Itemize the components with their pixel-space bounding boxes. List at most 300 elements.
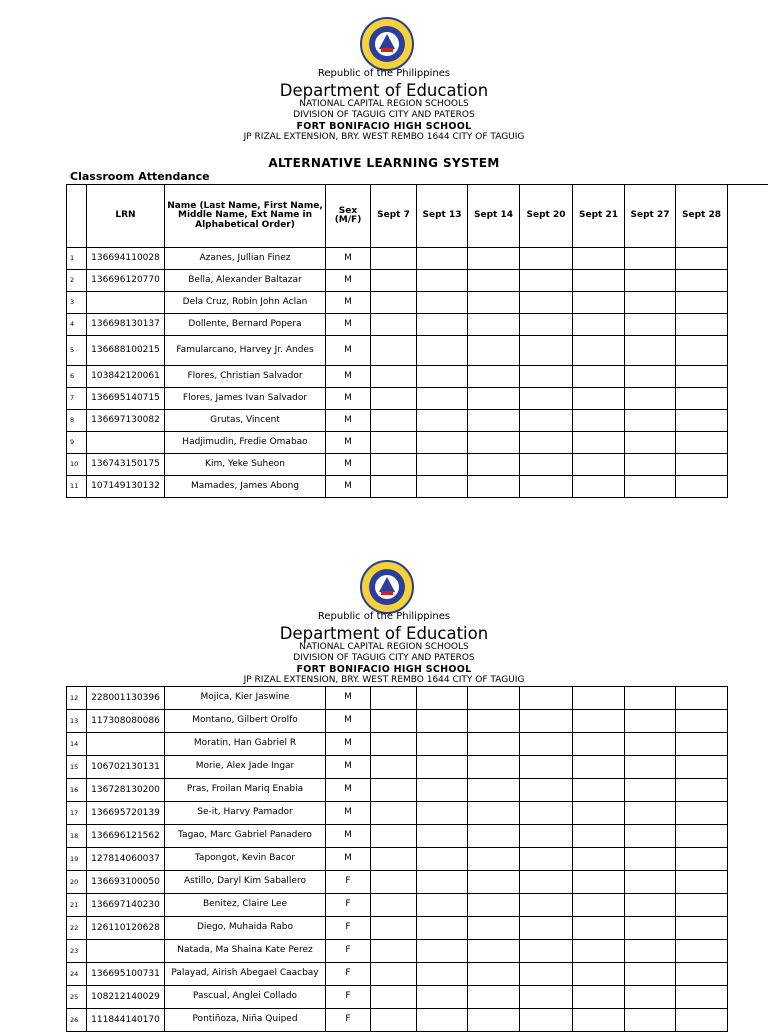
attendance-cell[interactable]: [417, 848, 468, 871]
date-header-sept-21: Sept 21: [573, 185, 625, 248]
attendance-cell[interactable]: [520, 432, 573, 454]
attendance-cell[interactable]: [625, 802, 676, 825]
attendance-cell[interactable]: [573, 986, 625, 1009]
lrn-cell: 117308080086: [87, 710, 165, 733]
attendance-cell[interactable]: [371, 963, 417, 986]
table-row: [67, 963, 728, 986]
attendance-cell[interactable]: [625, 432, 676, 454]
attendance-cell[interactable]: [468, 366, 520, 388]
table-row: [67, 366, 728, 388]
attendance-cell[interactable]: [371, 336, 417, 366]
attendance-cell[interactable]: [520, 314, 573, 336]
lrn-cell: [87, 733, 165, 756]
attendance-cell[interactable]: [676, 733, 728, 756]
attendance-cell[interactable]: [520, 248, 573, 270]
attendance-cell[interactable]: [417, 779, 468, 802]
attendance-cell[interactable]: [371, 476, 417, 498]
attendance-cell[interactable]: [676, 314, 728, 336]
attendance-cell[interactable]: [676, 894, 728, 917]
attendance-cell[interactable]: [520, 871, 573, 894]
row-number: 19: [67, 848, 87, 871]
attendance-cell[interactable]: [520, 476, 573, 498]
attendance-cell[interactable]: [417, 248, 468, 270]
republic-label: Republic of the Philippines: [317, 68, 451, 79]
attendance-cell[interactable]: [573, 388, 625, 410]
attendance-cell[interactable]: [625, 410, 676, 432]
deped-seal-icon: [359, 559, 415, 615]
student-name: Flores, Christian Salvador: [165, 366, 326, 388]
attendance-cell[interactable]: [520, 1009, 573, 1032]
attendance-caption: Classroom Attendance: [70, 170, 210, 183]
attendance-cell[interactable]: [676, 687, 728, 710]
sex-cell: F: [326, 1009, 371, 1032]
date-header-sept-7: Sept 7: [371, 185, 417, 248]
attendance-cell[interactable]: [417, 432, 468, 454]
attendance-cell[interactable]: [371, 986, 417, 1009]
attendance-cell[interactable]: [573, 336, 625, 366]
attendance-cell[interactable]: [520, 802, 573, 825]
attendance-cell[interactable]: [573, 454, 625, 476]
attendance-cell[interactable]: [573, 779, 625, 802]
attendance-cell[interactable]: [417, 336, 468, 366]
row-number: 18: [67, 825, 87, 848]
attendance-cell[interactable]: [417, 314, 468, 336]
attendance-cell[interactable]: [676, 986, 728, 1009]
lrn-header: LRN: [87, 185, 165, 248]
attendance-cell[interactable]: [417, 454, 468, 476]
lrn-cell: 136728130200: [87, 779, 165, 802]
sex-cell: M: [326, 733, 371, 756]
table-row: [67, 292, 728, 314]
sex-cell: M: [326, 802, 371, 825]
attendance-cell[interactable]: [468, 1009, 520, 1032]
sex-cell: M: [326, 314, 371, 336]
attendance-cell[interactable]: [417, 756, 468, 779]
attendance-cell[interactable]: [468, 733, 520, 756]
lrn-cell: 136743150175: [87, 454, 165, 476]
student-name: Famularcano, Harvey Jr. Andes: [165, 336, 326, 366]
sex-cell: M: [326, 476, 371, 498]
table-row: [67, 779, 728, 802]
attendance-cell[interactable]: [676, 871, 728, 894]
student-name: Se-it, Harvy Pamador: [165, 802, 326, 825]
attendance-cell[interactable]: [417, 894, 468, 917]
attendance-cell[interactable]: [625, 733, 676, 756]
lrn-cell: 136688100215: [87, 336, 165, 366]
attendance-cell[interactable]: [371, 1009, 417, 1032]
sex-cell: F: [326, 986, 371, 1009]
attendance-cell[interactable]: [371, 366, 417, 388]
attendance-cell[interactable]: [371, 710, 417, 733]
attendance-cell[interactable]: [520, 963, 573, 986]
attendance-cell[interactable]: [468, 756, 520, 779]
student-name: Benitez, Claire Lee: [165, 894, 326, 917]
attendance-cell[interactable]: [573, 432, 625, 454]
date-header-sept-14: Sept 14: [468, 185, 520, 248]
attendance-cell[interactable]: [520, 894, 573, 917]
school-name: FORT BONIFACIO HIGH SCHOOL: [296, 664, 472, 675]
student-name: Pontiñoza, Niña Quiped: [165, 1009, 326, 1032]
attendance-cell[interactable]: [468, 687, 520, 710]
attendance-cell[interactable]: [468, 894, 520, 917]
attendance-cell[interactable]: [573, 410, 625, 432]
student-name: Moratin, Han Gabriel R: [165, 733, 326, 756]
attendance-cell[interactable]: [468, 476, 520, 498]
attendance-cell[interactable]: [573, 963, 625, 986]
sex-cell: M: [326, 336, 371, 366]
attendance-cell[interactable]: [468, 917, 520, 940]
attendance-cell[interactable]: [676, 848, 728, 871]
attendance-cell[interactable]: [468, 848, 520, 871]
attendance-cell[interactable]: [417, 410, 468, 432]
attendance-cell[interactable]: [676, 825, 728, 848]
student-name: Kim, Yeke Suheon: [165, 454, 326, 476]
attendance-cell[interactable]: [417, 270, 468, 292]
row-number: 4: [67, 314, 87, 336]
attendance-cell[interactable]: [468, 410, 520, 432]
attendance-cell[interactable]: [417, 710, 468, 733]
attendance-cell[interactable]: [625, 963, 676, 986]
attendance-cell[interactable]: [417, 986, 468, 1009]
attendance-cell[interactable]: [371, 687, 417, 710]
sex-cell: M: [326, 248, 371, 270]
student-name: Diego, Muhaida Rabo: [165, 917, 326, 940]
school-address: JP RIZAL EXTENSION, BRY. WEST REMBO 1644 CITY OF TAGUIG: [243, 675, 525, 685]
attendance-cell[interactable]: [371, 894, 417, 917]
row-number: 20: [67, 871, 87, 894]
student-name: Dela Cruz, Robin John Aclan: [165, 292, 326, 314]
lrn-cell: 103842120061: [87, 366, 165, 388]
region-label: NATIONAL CAPITAL REGION SCHOOLS: [299, 642, 469, 652]
lrn-cell: 136694110028: [87, 248, 165, 270]
attendance-cell[interactable]: [468, 248, 520, 270]
table-row: [67, 756, 728, 779]
attendance-cell[interactable]: [625, 388, 676, 410]
student-name: Pascual, Anglei Collado: [165, 986, 326, 1009]
attendance-cell[interactable]: [676, 454, 728, 476]
table-row: [67, 802, 728, 825]
attendance-cell[interactable]: [625, 476, 676, 498]
attendance-cell[interactable]: [371, 756, 417, 779]
row-number: 5: [67, 336, 87, 366]
attendance-cell[interactable]: [573, 848, 625, 871]
student-name: Tagao, Marc Gabriel Panadero: [165, 825, 326, 848]
table-row: [67, 410, 728, 432]
attendance-cell[interactable]: [625, 454, 676, 476]
lrn-cell: [87, 432, 165, 454]
lrn-cell: 136693100050: [87, 871, 165, 894]
attendance-cell[interactable]: [676, 366, 728, 388]
attendance-cell[interactable]: [520, 940, 573, 963]
date-header-sept-13: Sept 13: [417, 185, 468, 248]
attendance-cell[interactable]: [573, 687, 625, 710]
attendance-cell[interactable]: [520, 366, 573, 388]
student-name: Pras, Froilan Mariq Enabia: [165, 779, 326, 802]
row-number: 25: [67, 986, 87, 1009]
attendance-cell[interactable]: [625, 871, 676, 894]
attendance-table-page-1: [66, 184, 728, 498]
lrn-cell: 127814060037: [87, 848, 165, 871]
row-number: 10: [67, 454, 87, 476]
attendance-cell[interactable]: [520, 917, 573, 940]
attendance-cell[interactable]: [468, 292, 520, 314]
attendance-cell[interactable]: [468, 963, 520, 986]
attendance-cell[interactable]: [417, 388, 468, 410]
attendance-cell[interactable]: [520, 986, 573, 1009]
attendance-cell[interactable]: [520, 687, 573, 710]
attendance-cell[interactable]: [625, 917, 676, 940]
lrn-cell: 136695140715: [87, 388, 165, 410]
attendance-cell[interactable]: [468, 336, 520, 366]
attendance-cell[interactable]: [625, 248, 676, 270]
attendance-cell[interactable]: [625, 366, 676, 388]
attendance-cell[interactable]: [371, 292, 417, 314]
row-number: 7: [67, 388, 87, 410]
table-row: [67, 986, 728, 1009]
attendance-cell[interactable]: [520, 710, 573, 733]
table-row: [67, 388, 728, 410]
table-row: [67, 270, 728, 292]
attendance-cell[interactable]: [676, 432, 728, 454]
table-row: [67, 825, 728, 848]
attendance-cell[interactable]: [468, 388, 520, 410]
attendance-cell[interactable]: [676, 270, 728, 292]
attendance-cell[interactable]: [468, 825, 520, 848]
attendance-cell[interactable]: [520, 410, 573, 432]
lrn-cell: 136696120770: [87, 270, 165, 292]
division-label: DIVISION OF TAGUIG CITY AND PATEROS: [293, 110, 475, 120]
attendance-cell[interactable]: [573, 270, 625, 292]
attendance-cell[interactable]: [676, 1009, 728, 1032]
attendance-cell[interactable]: [625, 314, 676, 336]
student-name: Flores, James Ivan Salvador: [165, 388, 326, 410]
student-name: Astillo, Daryl Kim Saballero: [165, 871, 326, 894]
table-row: [67, 432, 728, 454]
attendance-cell[interactable]: [371, 871, 417, 894]
row-number: 15: [67, 756, 87, 779]
attendance-cell[interactable]: [625, 825, 676, 848]
row-number: 2: [67, 270, 87, 292]
attendance-cell[interactable]: [468, 432, 520, 454]
table-row: [67, 848, 728, 871]
attendance-cell[interactable]: [573, 871, 625, 894]
attendance-cell[interactable]: [625, 940, 676, 963]
attendance-cell[interactable]: [468, 986, 520, 1009]
attendance-cell[interactable]: [520, 270, 573, 292]
student-name: Dollente, Bernard Popera: [165, 314, 326, 336]
attendance-cell[interactable]: [417, 687, 468, 710]
attendance-cell[interactable]: [676, 248, 728, 270]
row-number: 24: [67, 963, 87, 986]
table-row: [67, 940, 728, 963]
sex-cell: M: [326, 710, 371, 733]
attendance-cell[interactable]: [573, 1009, 625, 1032]
attendance-cell[interactable]: [573, 733, 625, 756]
attendance-cell[interactable]: [676, 802, 728, 825]
sex-cell: M: [326, 756, 371, 779]
attendance-cell[interactable]: [520, 454, 573, 476]
attendance-cell[interactable]: [625, 270, 676, 292]
table-header-row: [67, 185, 728, 248]
table-row: [67, 894, 728, 917]
table-row: [67, 336, 728, 366]
table-row: [67, 476, 728, 498]
attendance-cell[interactable]: [625, 756, 676, 779]
table-row: [67, 248, 728, 270]
attendance-cell[interactable]: [573, 314, 625, 336]
lrn-cell: 136698130137: [87, 314, 165, 336]
attendance-cell[interactable]: [676, 963, 728, 986]
attendance-cell[interactable]: [417, 940, 468, 963]
table-row: [67, 871, 728, 894]
attendance-cell[interactable]: [371, 917, 417, 940]
division-label: DIVISION OF TAGUIG CITY AND PATEROS: [293, 653, 475, 663]
attendance-cell[interactable]: [371, 802, 417, 825]
attendance-cell[interactable]: [573, 756, 625, 779]
attendance-cell[interactable]: [468, 270, 520, 292]
row-number: 13: [67, 710, 87, 733]
attendance-cell[interactable]: [625, 292, 676, 314]
attendance-cell[interactable]: [676, 410, 728, 432]
sex-cell: F: [326, 917, 371, 940]
attendance-cell[interactable]: [625, 1009, 676, 1032]
attendance-cell[interactable]: [468, 802, 520, 825]
attendance-cell[interactable]: [468, 940, 520, 963]
attendance-cell[interactable]: [520, 733, 573, 756]
attendance-cell[interactable]: [468, 871, 520, 894]
attendance-cell[interactable]: [676, 388, 728, 410]
attendance-cell[interactable]: [520, 756, 573, 779]
region-label: NATIONAL CAPITAL REGION SCHOOLS: [299, 99, 469, 109]
attendance-cell[interactable]: [625, 779, 676, 802]
attendance-cell[interactable]: [625, 894, 676, 917]
attendance-cell[interactable]: [371, 314, 417, 336]
attendance-cell[interactable]: [625, 336, 676, 366]
attendance-cell[interactable]: [417, 292, 468, 314]
attendance-cell[interactable]: [625, 848, 676, 871]
attendance-cell[interactable]: [417, 963, 468, 986]
attendance-cell[interactable]: [573, 366, 625, 388]
attendance-cell[interactable]: [371, 825, 417, 848]
attendance-cell[interactable]: [371, 779, 417, 802]
sex-cell: M: [326, 292, 371, 314]
sex-cell: M: [326, 825, 371, 848]
attendance-cell[interactable]: [573, 802, 625, 825]
attendance-cell[interactable]: [417, 366, 468, 388]
school-name: FORT BONIFACIO HIGH SCHOOL: [296, 121, 472, 132]
attendance-cell[interactable]: [371, 940, 417, 963]
attendance-cell[interactable]: [417, 917, 468, 940]
sex-cell: F: [326, 871, 371, 894]
row-number: 6: [67, 366, 87, 388]
attendance-cell[interactable]: [371, 848, 417, 871]
attendance-cell[interactable]: [468, 710, 520, 733]
attendance-cell[interactable]: [468, 454, 520, 476]
attendance-cell[interactable]: [573, 710, 625, 733]
student-name: Natada, Ma Shaina Kate Perez: [165, 940, 326, 963]
sex-cell: M: [326, 848, 371, 871]
student-name: Azanes, Jullian Finez: [165, 248, 326, 270]
date-header-sept-28: Sept 28: [676, 185, 728, 248]
attendance-cell[interactable]: [520, 336, 573, 366]
attendance-cell[interactable]: [676, 940, 728, 963]
attendance-cell[interactable]: [417, 476, 468, 498]
attendance-cell[interactable]: [520, 848, 573, 871]
student-name: Bella, Alexander Baltazar: [165, 270, 326, 292]
row-number: 22: [67, 917, 87, 940]
attendance-cell[interactable]: [371, 270, 417, 292]
attendance-cell[interactable]: [520, 292, 573, 314]
attendance-cell[interactable]: [573, 476, 625, 498]
attendance-cell[interactable]: [625, 710, 676, 733]
attendance-cell[interactable]: [676, 476, 728, 498]
table-row: [67, 687, 728, 710]
attendance-cell[interactable]: [371, 454, 417, 476]
lrn-cell: 136697140230: [87, 894, 165, 917]
attendance-cell[interactable]: [520, 388, 573, 410]
attendance-cell[interactable]: [468, 779, 520, 802]
attendance-cell[interactable]: [676, 779, 728, 802]
table-border-extension: [726, 184, 768, 185]
attendance-cell[interactable]: [417, 871, 468, 894]
lrn-cell: 136697130082: [87, 410, 165, 432]
attendance-cell[interactable]: [371, 410, 417, 432]
attendance-cell[interactable]: [371, 388, 417, 410]
attendance-cell[interactable]: [417, 825, 468, 848]
school-address: JP RIZAL EXTENSION, BRY. WEST REMBO 1644 CITY OF TAGUIG: [243, 132, 525, 142]
attendance-cell[interactable]: [625, 986, 676, 1009]
sex-cell: M: [326, 366, 371, 388]
attendance-cell[interactable]: [371, 248, 417, 270]
num-header: [67, 185, 87, 248]
student-name: Mamades, James Abong: [165, 476, 326, 498]
lrn-cell: 108212140029: [87, 986, 165, 1009]
row-number: 3: [67, 292, 87, 314]
row-number: 1: [67, 248, 87, 270]
attendance-cell[interactable]: [676, 710, 728, 733]
attendance-cell[interactable]: [520, 779, 573, 802]
name-header: Name (Last Name, First Name, Middle Name, Ext Name in Alphabetical Order): [165, 185, 326, 248]
table-row: [67, 1009, 728, 1032]
attendance-cell[interactable]: [573, 248, 625, 270]
attendance-cell[interactable]: [417, 733, 468, 756]
department-title: Department of Education: [279, 624, 489, 643]
attendance-cell[interactable]: [573, 940, 625, 963]
student-name: Morie, Alex Jade Ingar: [165, 756, 326, 779]
republic-label: Republic of the Philippines: [317, 611, 451, 622]
attendance-cell[interactable]: [417, 1009, 468, 1032]
lrn-cell: 228001130396: [87, 687, 165, 710]
attendance-cell[interactable]: [676, 917, 728, 940]
attendance-cell[interactable]: [625, 687, 676, 710]
attendance-cell[interactable]: [468, 314, 520, 336]
attendance-cell[interactable]: [371, 733, 417, 756]
attendance-cell[interactable]: [676, 336, 728, 366]
attendance-cell[interactable]: [573, 292, 625, 314]
table-row: [67, 314, 728, 336]
attendance-cell[interactable]: [573, 917, 625, 940]
lrn-cell: [87, 292, 165, 314]
attendance-cell[interactable]: [573, 825, 625, 848]
attendance-cell[interactable]: [676, 292, 728, 314]
attendance-cell[interactable]: [520, 825, 573, 848]
attendance-cell[interactable]: [676, 756, 728, 779]
attendance-cell[interactable]: [573, 894, 625, 917]
attendance-cell[interactable]: [371, 432, 417, 454]
attendance-table-page-2: [66, 686, 728, 1032]
attendance-cell[interactable]: [417, 802, 468, 825]
lrn-cell: 107149130132: [87, 476, 165, 498]
